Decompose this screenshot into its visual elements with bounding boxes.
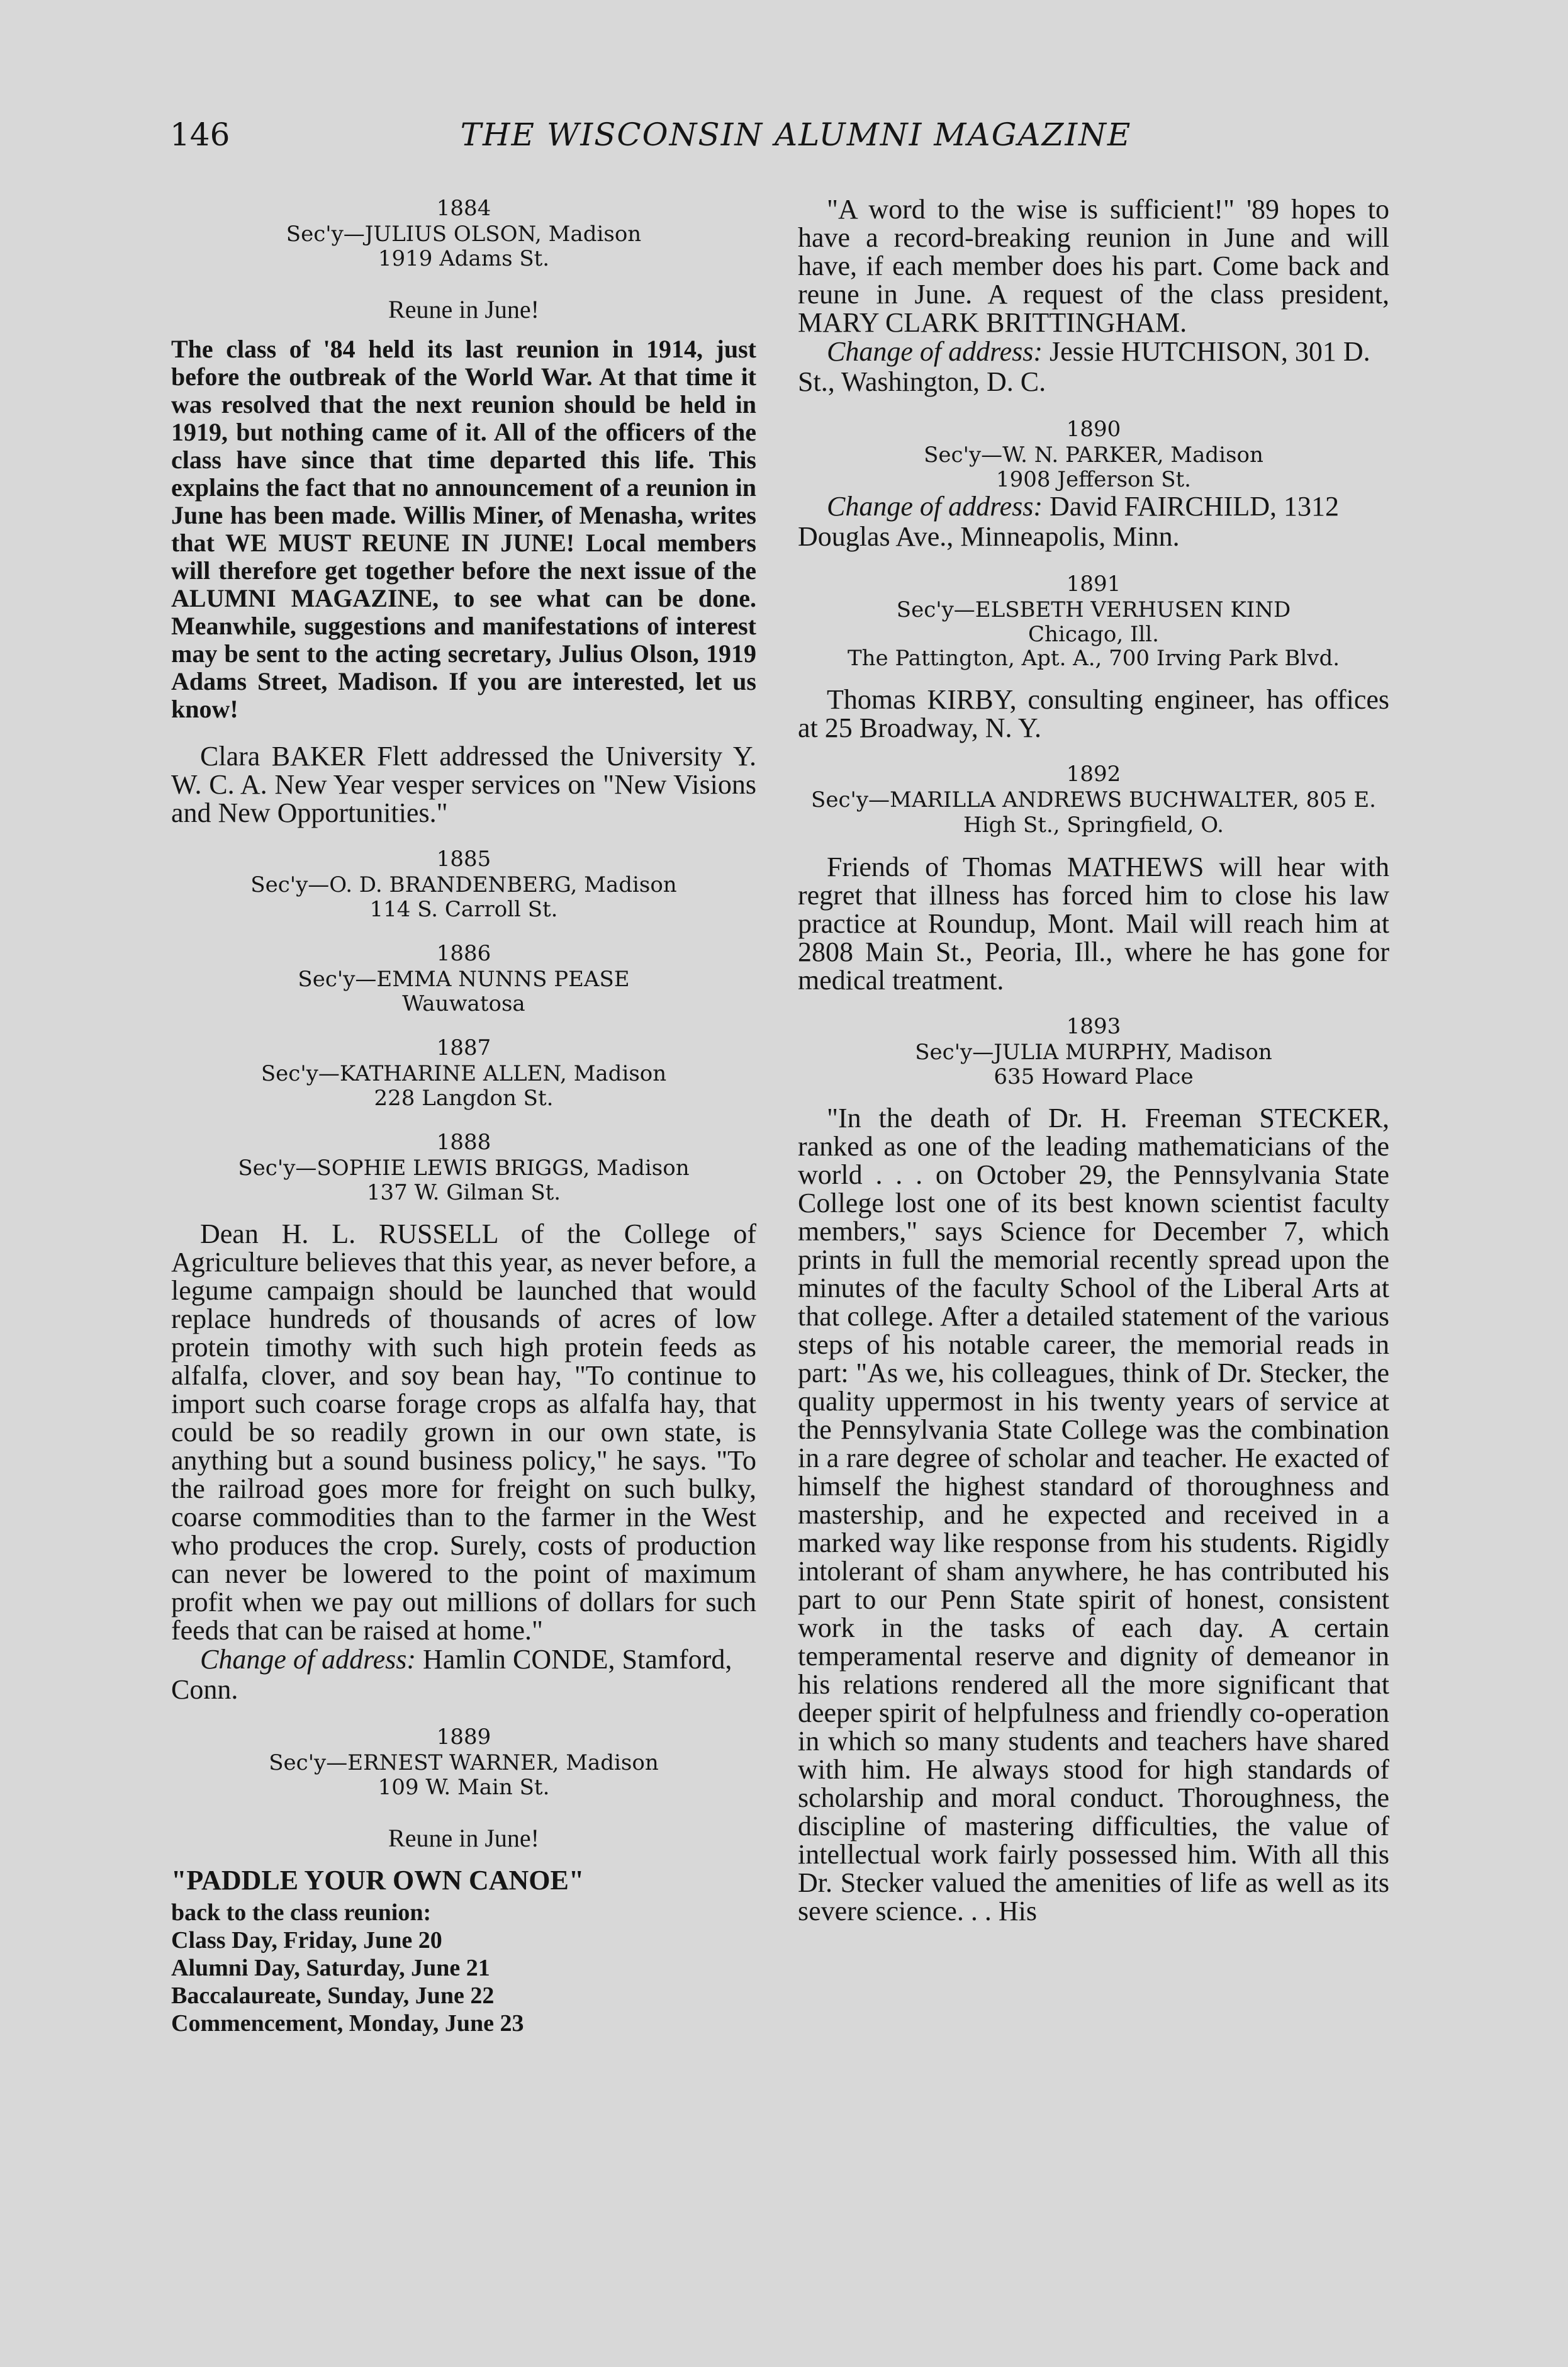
- change-label: Change of address:: [827, 491, 1043, 522]
- secretary-line: Sec'y—ERNEST WARNER, Madison: [269, 1750, 659, 1775]
- change-of-address: [798, 337, 1389, 397]
- class-year: 1885: [436, 846, 491, 872]
- secretary-address: 635 Howard Place: [994, 1064, 1194, 1089]
- class-year: 1891: [1066, 571, 1121, 597]
- reunion-schedule-line: Class Day, Friday, June 20: [171, 1927, 442, 1954]
- secretary-line: Sec'y—JULIUS OLSON, Madison: [286, 222, 642, 247]
- class-year: 1892: [1066, 762, 1121, 787]
- class-1888-section: [171, 1129, 756, 1705]
- secretary-line: Sec'y—O. D. BRANDENBERG, Madison: [250, 872, 677, 897]
- mathews-note: Friends of Thomas MATHEWS will hear with regret that illness has forced him to close his law practice at Roundup, Mont. Mail will reach him at 2808 Main St., Peoria, Ill., where he has gone for medical treatment.: [798, 852, 1389, 996]
- reunion-schedule-line: back to the class reunion:: [171, 1899, 432, 1926]
- secretary-address: Wauwatosa: [402, 991, 525, 1016]
- secretary-address: 137 W. Gilman St.: [366, 1180, 561, 1205]
- canoe-slogan: "PADDLE YOUR OWN CANOE": [171, 1865, 585, 1896]
- change-value: Hamlin CONDE, Stamford, Conn.: [171, 1644, 732, 1705]
- reune-heading: Reune in June!: [388, 295, 539, 323]
- change-of-address: [171, 1645, 756, 1705]
- right-column: [798, 195, 1389, 1944]
- class-year: 1887: [436, 1035, 491, 1060]
- secretary-line: Sec'y—KATHARINE ALLEN, Madison: [260, 1061, 667, 1086]
- secretary-address: Chicago, Ill.: [1028, 622, 1159, 647]
- secretary-line: Sec'y—EMMA NUNNS PEASE: [298, 967, 630, 992]
- stecker-memorial: "In the death of Dr. H. Freeman STECKER, ranked as one of the leading mathematicians of the world . . . on October 29, the Pennsylvania State College lost one of its best known scientist faculty members," says Science for December 7, which prints in full the memorial recently spread upon the minutes of the faculty School of the Liberal Arts at that college. After a detailed statement of the various steps of his notable career, the memorial reads in part: "As we, his colleagues, think of Dr. Stecker, the quality uppermost in his twenty years of service at the Pennsylvania State College was the combination in a rare degree of scholar and teacher. He exacted of himself the highest standard of thoroughness and mastership, and he expected and received in a marked way like response from his students. Rigidly intolerant of sham anywhere, he has contributed his part to our Penn State spirit of honest, consistent work in the tasks of each day. A certain temperamental reserve and dignity of demeanor in his relations rendered all the more significant that deeper spirit of helpfulness and friendly co-operation in which so many students and teachers have shared with him. He always stood for high standards of scholarship and moral conduct. Thoroughness, the discipline of mastering difficulties, the value of intellectual work fairly possessed him. With all this Dr. Stecker valued the amenities of life as well as its severe science. . . His: [798, 1103, 1389, 1926]
- class-year: 1888: [436, 1130, 491, 1155]
- class-year: 1886: [436, 941, 491, 966]
- secretary-address: 1919 Adams St.: [378, 246, 550, 271]
- kirby-note: Thomas KIRBY, consulting engineer, has offices at 25 Broadway, N. Y.: [798, 684, 1389, 743]
- reunion-schedule-line: Alumni Day, Saturday, June 21: [171, 1955, 490, 1981]
- secretary-line: Sec'y—MARILLA ANDREWS BUCHWALTER, 805 E. High St., Springfield, O.: [811, 787, 1376, 838]
- left-column: [171, 195, 756, 2056]
- russell-legume-note: Dean H. L. RUSSELL of the College of Agriculture believes that this year, as never before, a legume campaign should be launched that would replace hundreds of thousands of acres of low protein timothy with such high protein feeds as alfalfa, clover, and soy bean hay, "To continue to import such coarse forage crops as alfalfa hay, that could be so readily grown in our own state, is anything but a sound business policy," he says. "To the railroad goes more for freight on such bulky, coarse commodities than to the farmer in the West who produces the crop. Surely, costs of production can never be lowered to the point of maximum profit when we pay out millions of dollars for such feeds that can be raised at home.": [171, 1218, 756, 1646]
- class-1892-section: [798, 761, 1389, 994]
- class-year: 1889: [436, 1724, 491, 1750]
- change-of-address: [798, 492, 1389, 552]
- page-header: [170, 116, 1422, 167]
- change-label: Change of address:: [200, 1644, 417, 1675]
- secretary-address: 1908 Jefferson St.: [995, 467, 1191, 492]
- class-1884-section: [171, 195, 756, 827]
- secretary-address: 228 Langdon St.: [374, 1086, 554, 1111]
- change-value: David FAIRCHILD, 1312 Douglas Ave., Minneapolis, Minn.: [798, 491, 1339, 552]
- class-1889-reunion-note: "A word to the wise is sufficient!" '89 hopes to have a record-breaking reunion in June and will have, if each member does his part. Come back and reune in June. A request of the class president, MARY CLARK BRITTINGHAM.: [798, 194, 1389, 338]
- class-1885-section: [171, 846, 756, 921]
- class-year: 1890: [1066, 417, 1121, 442]
- class-1889-section: [171, 1724, 756, 2037]
- clara-flett-note: Clara BAKER Flett addressed the University Y. W. C. A. New Year vesper services on "New Visions and New Opportunities.": [171, 741, 756, 828]
- class-year: 1884: [436, 196, 491, 221]
- reunion-schedule-line: Commencement, Monday, June 23: [171, 2010, 524, 2037]
- secretary-address: 114 S. Carroll St.: [369, 897, 558, 922]
- class-year: 1893: [1066, 1014, 1121, 1039]
- class-1889-continued: [798, 195, 1389, 397]
- class-1884-notice: The class of '84 held its last reunion in 1914, just before the outbreak of the World War. At that time it was resolved that the next reunion should be held in 1919, but nothing came of it. All of the officers of the class have since that time departed this life. This explains the fact that no announcement of a reunion in June has been made. Willis Miner, of Menasha, writes that WE MUST REUNE IN JUNE! Local members will therefore get together before the next issue of the ALUMNI MAGAZINE, to see what can be done. Meanwhile, suggestions and manifestations of interest may be sent to the acting secretary, Julius Olson, 1919 Adams Street, Madison. If you are interested, let us know!: [171, 335, 756, 723]
- secretary-line: Sec'y—JULIA MURPHY, Madison: [915, 1040, 1272, 1065]
- class-1887-section: [171, 1035, 756, 1110]
- class-1890-section: [798, 416, 1389, 552]
- change-value: Jessie HUTCHISON, 301 D. St., Washington, D. C.: [798, 336, 1370, 397]
- secretary-line: Sec'y—SOPHIE LEWIS BRIGGS, Madison: [238, 1155, 690, 1181]
- secretary-line: Sec'y—W. N. PARKER, Madison: [924, 442, 1263, 468]
- class-1886-section: [171, 940, 756, 1016]
- class-1891-section: [798, 571, 1389, 742]
- page-number: 146: [170, 116, 230, 153]
- change-label: Change of address:: [827, 336, 1043, 367]
- reunion-schedule-line: Baccalaureate, Sunday, June 22: [171, 1982, 495, 2009]
- magazine-title: THE WISCONSIN ALUMNI MAGAZINE: [460, 116, 1132, 153]
- secretary-line: Sec'y—ELSBETH VERHUSEN KIND: [896, 597, 1291, 622]
- secretary-address-line2: The Pattington, Apt. A., 700 Irving Park Blvd.: [847, 646, 1340, 671]
- reune-heading: Reune in June!: [388, 1824, 539, 1852]
- secretary-address: 109 W. Main St.: [378, 1775, 550, 1800]
- class-1893-section: [798, 1013, 1389, 1925]
